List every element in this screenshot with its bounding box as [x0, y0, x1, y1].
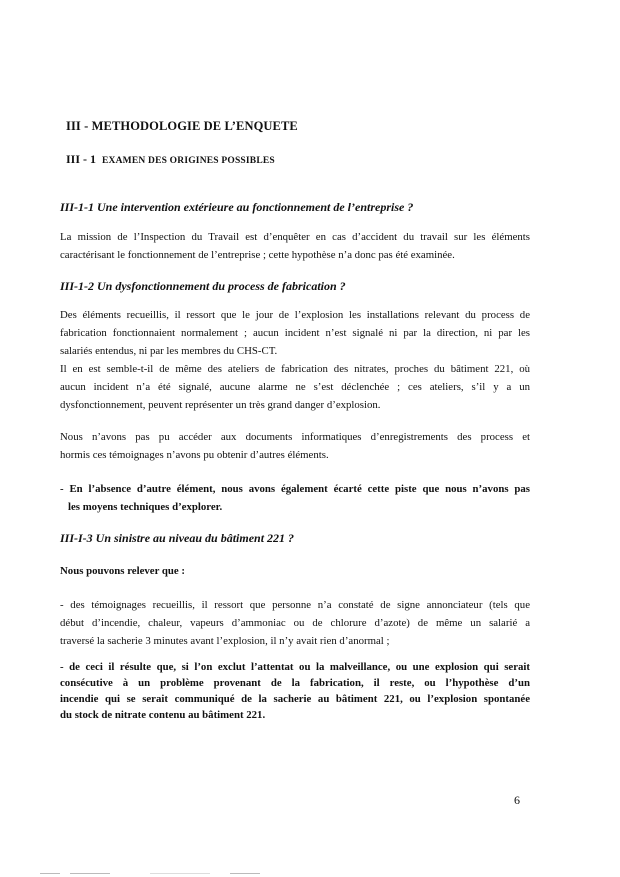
s2-paragraph-1 — [60, 306, 530, 414]
s2-p1-line: fabrication fonctionnaient normalement ; aucun incident n’est signalé ni par la direction, ni par les — [60, 327, 530, 339]
section-heading: III - METHODOLOGIE DE L’ENQUETE — [66, 119, 298, 133]
s3-lead: Nous pouvons relever que : — [60, 565, 185, 577]
s2-paragraph-2 — [60, 428, 530, 464]
page-number: 6 — [514, 793, 520, 807]
s1-line: La mission de l’Inspection du Travail est d’enquêter en cas d’accident du travail sur les éléments — [60, 231, 530, 243]
s2-p3-line: les moyens techniques d’explorer. — [68, 501, 223, 513]
s3-title: III-I-3 Un sinistre au niveau du bâtiment 221 ? — [60, 531, 295, 545]
subsection-heading — [66, 152, 536, 167]
s2-p1-line: salariés entendus, ni par les membres du CHS-CT. — [60, 345, 278, 357]
s3-p2-line: consécutive à un problème provenant de la fabrication, il reste, ou l’hypothèse d’un — [60, 677, 530, 689]
s3-p1-line: début d’incendie, chaleur, vapeurs d’ammoniac ou de chlorure d’azote) de même un salarié a — [60, 617, 530, 629]
s2-p1-line: aucun incident n’a été signalé, aucune alarme ne s’est déclenchée ; ces ateliers, s’il y a un — [60, 381, 530, 393]
scan-artifact — [150, 873, 210, 874]
s2-p3-line: - En l’absence d’autre élément, nous avons également écarté cette piste que nous n’avons pas — [60, 483, 530, 495]
s1-line: caractérisant le fonctionnement de l’entreprise ; cette hypothèse n’a donc pas été examinée. — [60, 249, 455, 261]
s3-p2-line: - de ceci il résulte que, si l’on exclut l’attentat ou la malveillance, ou une explosion qui serait — [60, 661, 530, 673]
s2-p1-line: Des éléments recueillis, il ressort que le jour de l’explosion les installations relevant du process de — [60, 309, 530, 321]
scan-artifact — [230, 873, 260, 874]
s2-p2-line: hormis ces témoignages n’avons pu obtenir d’autres éléments. — [60, 449, 329, 461]
subsection-title: EXAMEN DES ORIGINES POSSIBLES — [102, 156, 275, 166]
s2-conclusion — [60, 480, 530, 516]
s2-p1-line: dysfonctionnement, peuvent représenter un très grand danger d’explosion. — [60, 399, 381, 411]
s3-p2-line: incendie qui se serait communiqué de la sacherie au bâtiment 221, ou l’explosion spontanée — [60, 693, 530, 705]
s2-p2-line: Nous n’avons pas pu accéder aux documents informatiques d’enregistrements des process et — [60, 431, 530, 443]
scan-artifact — [40, 873, 60, 874]
s1-title: III-1-1 Une intervention extérieure au fonctionnement de l’entreprise ? — [60, 200, 414, 214]
scan-artifact — [70, 873, 110, 874]
s3-paragraph-1 — [60, 596, 530, 650]
s3-paragraph-2 — [60, 659, 530, 723]
s2-p1-line: Il en est semble-t-il de même des ateliers de fabrication des nitrates, proches du bâtiment 221, où — [60, 363, 530, 375]
s3-p2-line: du stock de nitrate contenu au bâtiment 221. — [60, 709, 266, 721]
s3-p1-line: traversé la sacherie 3 minutes avant l’explosion, il n’y avait rien d’anormal ; — [60, 635, 390, 647]
s3-p1-line: - des témoignages recueillis, il ressort que personne n’a constaté de signe annonciateur (tels que — [60, 599, 530, 611]
s2-title: III-1-2 Un dysfonctionnement du process de fabrication ? — [60, 279, 346, 293]
s1-paragraph — [60, 228, 530, 264]
subsection-number: III - 1 — [66, 152, 97, 166]
